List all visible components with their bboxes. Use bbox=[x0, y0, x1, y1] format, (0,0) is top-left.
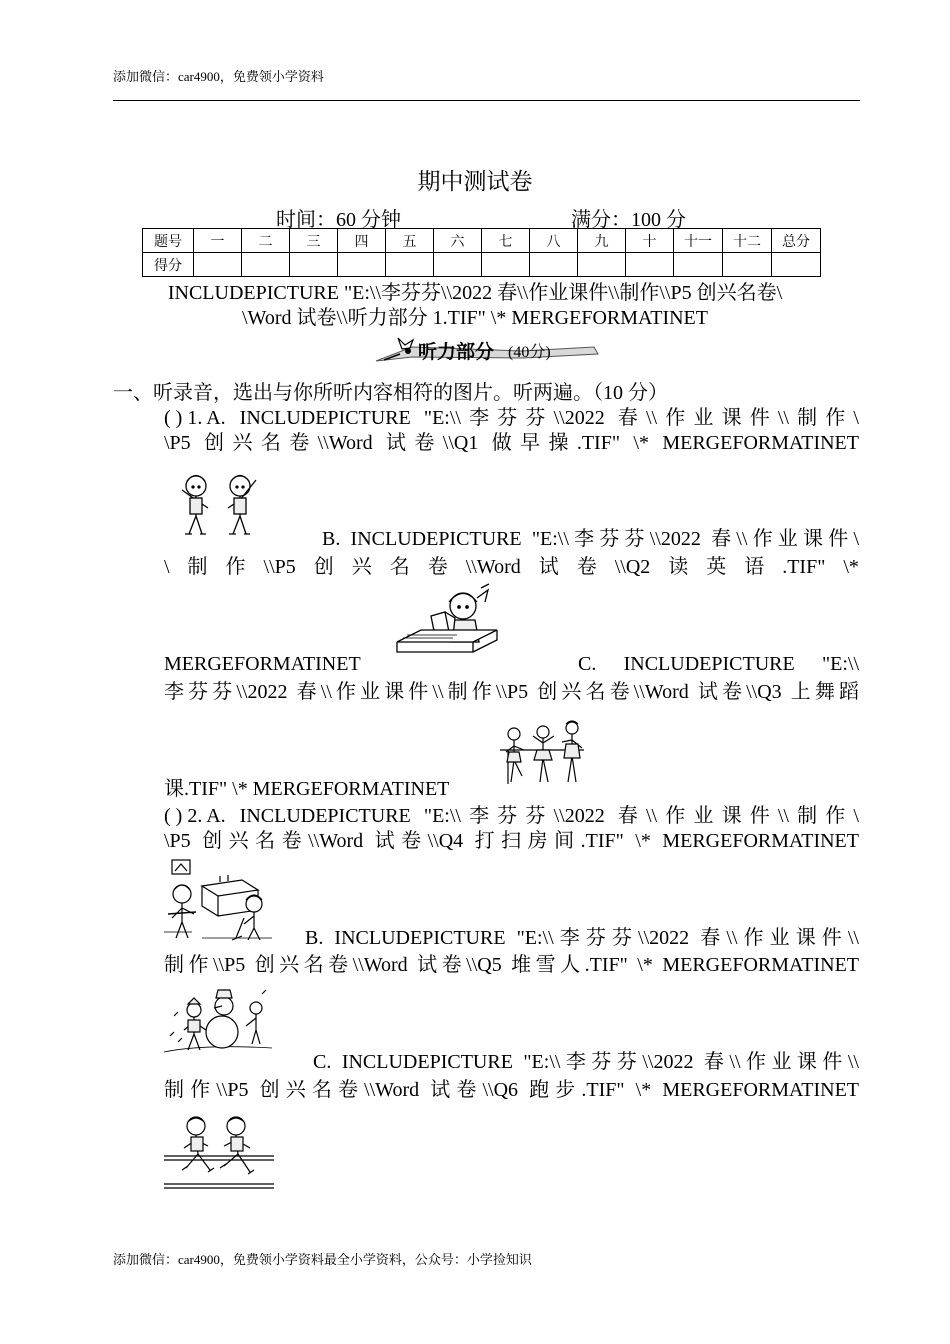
score-table bbox=[142, 228, 821, 277]
score-table-label: 题号 bbox=[143, 229, 194, 253]
score-table-header: 三 bbox=[290, 229, 338, 253]
score-table-row-scores bbox=[143, 253, 821, 277]
q1-c-head: C. INCLUDEPICTURE "E:\\ bbox=[578, 653, 859, 675]
score-cell[interactable] bbox=[772, 253, 821, 277]
score-cell[interactable] bbox=[626, 253, 674, 277]
q1-b-word: 英 bbox=[706, 556, 727, 578]
score-table-header: 一 bbox=[194, 229, 242, 253]
score-table-header: 九 bbox=[578, 229, 626, 253]
q1-b-word: 兴 bbox=[351, 556, 372, 578]
q1-c-line3: 课.TIF" \* MERGEFORMATINET bbox=[164, 778, 450, 800]
score-cell[interactable] bbox=[578, 253, 626, 277]
q1-b-word: \\P5 bbox=[263, 556, 296, 578]
score-table-header: 五 bbox=[386, 229, 434, 253]
cleaning-room-icon bbox=[162, 858, 278, 942]
q1-b-word: .TIF" bbox=[782, 556, 826, 578]
q2-c-line1: C. INCLUDEPICTURE "E:\\李芬芬\\2022 春\\作业课件\\ bbox=[313, 1051, 859, 1073]
score-cell[interactable] bbox=[482, 253, 530, 277]
score-cell[interactable] bbox=[194, 253, 242, 277]
snowman-icon bbox=[162, 986, 278, 1058]
q1-c-picture bbox=[498, 716, 588, 786]
q1-b-word: 名 bbox=[389, 556, 410, 578]
header-rule bbox=[113, 100, 860, 101]
q2-a-line1 bbox=[164, 803, 859, 829]
section-field-line1: INCLUDEPICTURE "E:\\李芬芬\\2022 春\\作业课件\\制作\\P5 创兴名卷\ bbox=[167, 282, 783, 304]
score-table-row-numbers bbox=[143, 229, 821, 253]
question1-heading: 一、听录音，选出与你所听内容相符的图片。听两遍。（10 分） bbox=[113, 382, 668, 404]
header-note: 添加微信：car4900，免费领小学资料 bbox=[113, 69, 324, 84]
q1-b-word: 作 bbox=[225, 556, 246, 578]
score-cell[interactable] bbox=[338, 253, 386, 277]
q1-b-word: 试 bbox=[538, 556, 559, 578]
score-cell[interactable] bbox=[434, 253, 482, 277]
q1-b-word: 卷 bbox=[427, 556, 448, 578]
q1-b-word: \\Q2 bbox=[614, 556, 651, 578]
score-table-header: 十 bbox=[626, 229, 674, 253]
score-cell[interactable] bbox=[723, 253, 772, 277]
score-cell[interactable] bbox=[386, 253, 434, 277]
q1-b-picture bbox=[393, 580, 503, 660]
score-table-header: 十二 bbox=[723, 229, 772, 253]
dance-class-icon bbox=[498, 716, 588, 786]
score-cell[interactable] bbox=[242, 253, 290, 277]
reading-english-icon bbox=[393, 580, 503, 660]
q2-a-field: INCLUDEPICTURE "E:\\李芬芬\\2022 春\\作业课件\\制作\ bbox=[239, 805, 859, 827]
q1-c-line2: 李芬芬\\2022 春\\作业课件\\制作\\P5 创兴名卷\\Word 试卷\\Q3 上舞蹈 bbox=[164, 681, 859, 703]
q1-b-word: \\Word bbox=[465, 556, 521, 578]
score-cell[interactable] bbox=[530, 253, 578, 277]
listening-section-banner bbox=[372, 334, 602, 366]
q2-number: ( ) 2. A. bbox=[164, 805, 226, 827]
q1-b-line2 bbox=[164, 554, 859, 580]
score-table-header: 八 bbox=[530, 229, 578, 253]
q1-b-word: 卷 bbox=[576, 556, 597, 578]
q2-c-picture bbox=[162, 1110, 278, 1192]
full-score: 满分：100 分 bbox=[571, 209, 686, 231]
q1-b-merge: MERGEFORMATINET bbox=[164, 653, 361, 675]
q1-b-word: 创 bbox=[313, 556, 334, 578]
running-icon bbox=[162, 1110, 278, 1192]
q1-number: ( ) 1. A. bbox=[164, 407, 226, 429]
score-table-header: 十一 bbox=[674, 229, 723, 253]
q1-a-line1 bbox=[164, 405, 859, 431]
q1-a-line2: \P5 创兴名卷\\Word 试卷\\Q1 做早操.TIF" \* MERGEFORMATINET bbox=[164, 432, 859, 454]
q2-c-line2: 制作\\P5 创兴名卷\\Word 试卷\\Q6 跑步.TIF" \* MERGEFORMATINET bbox=[164, 1079, 859, 1101]
exam-time: 时间：60 分钟 bbox=[276, 209, 401, 231]
q2-b-line2: 制作\\P5 创兴名卷\\Word 试卷\\Q5 堆雪人.TIF" \* MERGEFORMATINET bbox=[164, 954, 859, 976]
q1-b-line1: B. INCLUDEPICTURE "E:\\李芬芬\\2022 春\\作业课件\ bbox=[322, 528, 859, 550]
page-title: 期中测试卷 bbox=[417, 169, 533, 194]
q2-b-line1: B. INCLUDEPICTURE "E:\\李芬芬\\2022 春\\作业课件\\ bbox=[305, 927, 859, 949]
banner-title: 听力部分 bbox=[418, 341, 495, 363]
q2-a-picture bbox=[162, 858, 278, 942]
score-table-header: 二 bbox=[242, 229, 290, 253]
score-table-label: 得分 bbox=[143, 253, 194, 277]
banner-points: (40分) bbox=[508, 344, 551, 361]
score-cell[interactable] bbox=[674, 253, 723, 277]
score-table-header: 六 bbox=[434, 229, 482, 253]
morning-exercise-icon bbox=[172, 468, 268, 538]
q1-b-word: 读 bbox=[668, 556, 689, 578]
score-table-header: 总分 bbox=[772, 229, 821, 253]
section-field-line2: \Word 试卷\\听力部分 1.TIF" \* MERGEFORMATINET bbox=[242, 307, 708, 329]
footer-note: 添加微信：car4900，免费领小学资料最全小学资料，公众号：小学捡知识 bbox=[113, 1252, 532, 1267]
q1-a-field: INCLUDEPICTURE "E:\\李芬芬\\2022 春\\作业课件\\制作\ bbox=[239, 407, 859, 429]
q1-b-word: \* bbox=[843, 556, 859, 578]
q2-a-line2: \P5 创兴名卷\\Word 试卷\\Q4 打扫房间.TIF" \* MERGEFORMATINET bbox=[164, 830, 859, 852]
score-cell[interactable] bbox=[290, 253, 338, 277]
score-table-header: 七 bbox=[482, 229, 530, 253]
q1-b-word: 语 bbox=[744, 556, 765, 578]
q1-b-word: 制 bbox=[187, 556, 208, 578]
q1-a-picture bbox=[172, 468, 268, 538]
score-table-header: 四 bbox=[338, 229, 386, 253]
q2-b-picture bbox=[162, 986, 278, 1058]
q1-b-word: \ bbox=[164, 556, 170, 578]
